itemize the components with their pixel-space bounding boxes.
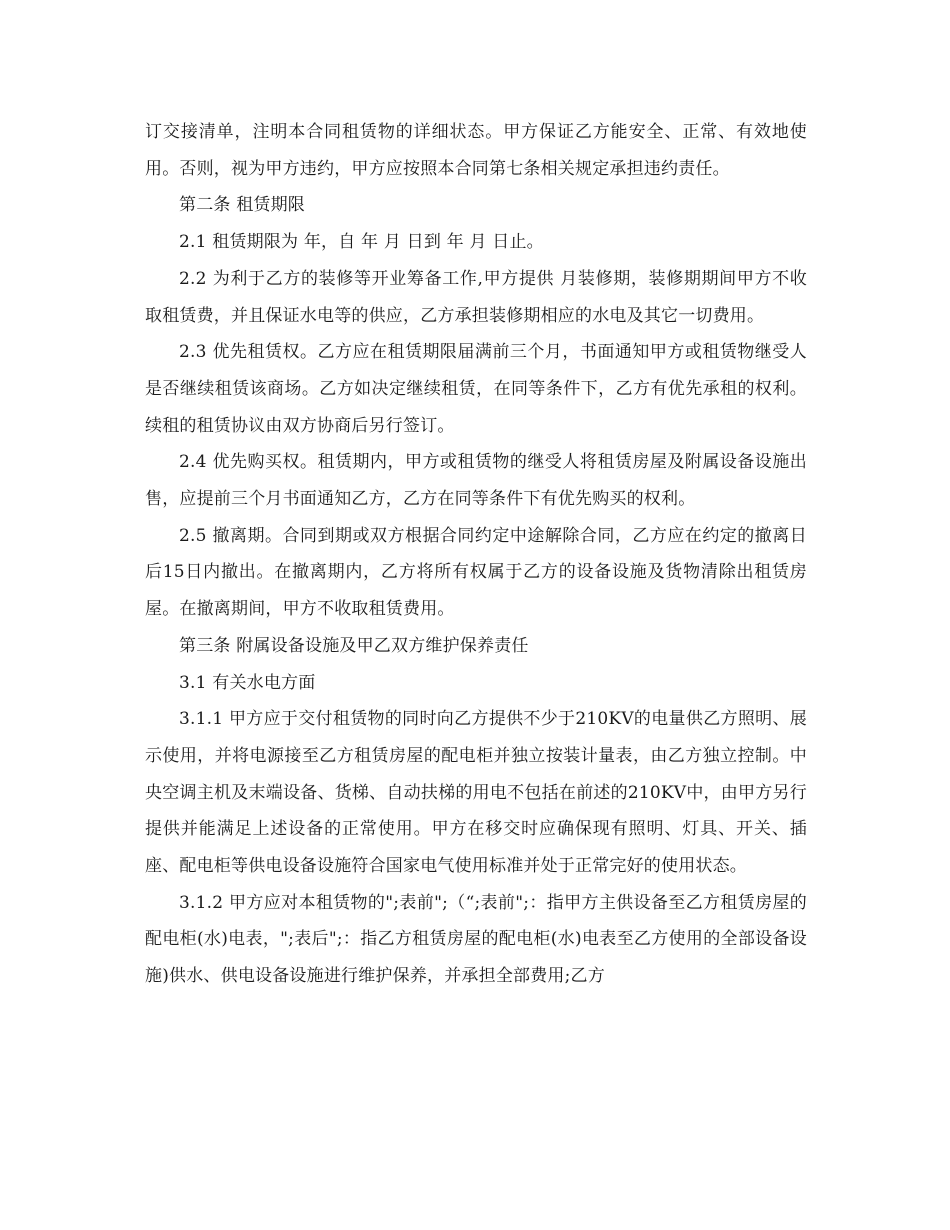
- paragraph-handover-continuation: 订交接清单，注明本合同租赁物的详细状态。甲方保证乙方能安全、正常、有效地使用。否则，视为甲方违约，甲方应按照本合同第七条相关规定承担违约责任。: [145, 122, 807, 179]
- document-body: [145, 114, 807, 995]
- clause-2-4-priority-purchase-right: 2.4 优先购买权。租赁期内，甲方或租赁物的继受人将租赁房屋及附属设备设施出售，应提前三个月书面通知乙方，乙方在同等条件下有优先购买的权利。: [145, 452, 807, 510]
- clause-2-3-priority-lease-right: 2.3 优先租赁权。乙方应在租赁期限届满前三个月，书面通知甲方或租赁物继受人是否继续租赁该商场。乙方如决定继续租赁，在同等条件下，乙方有优先承租的权利。续租的租赁协议由双方协商后另行签订。: [145, 342, 807, 436]
- clause-3-1-1-power-supply: 3.1.1 甲方应于交付租赁物的同时向乙方提供不少于210KV的电量供乙方照明、展示使用，并将电源接至乙方租赁房屋的配电柜并独立按装计量表，由乙方独立控制。中央空调主机及末端设备、货梯、自动扶梯的用电不包括在前述的210KV中，由甲方另行提供并能满足上述设备的正常使用。甲方在移交时应确保现有照明、灯具、开关、插座、配电柜等供电设备设施符合国家电气使用标准并处于正常完好的使用状态。: [145, 709, 807, 877]
- clause-2-2-renovation-period: 2.2 为利于乙方的装修等开业筹备工作,甲方提供 月装修期，装修期期间甲方不收取租赁费，并且保证水电等的供应，乙方承担装修期相应的水电及其它一切费用。: [145, 268, 807, 326]
- clause-2-1-lease-period: 2.1 租赁期限为 年，自 年 月 日到 年 月 日止。: [179, 232, 544, 253]
- heading-article-2-lease-term: 第二条 租赁期限: [179, 195, 306, 216]
- clause-2-5-withdrawal-period: 2.5 撤离期。合同到期或双方根据合同约定中途解除合同，乙方应在约定的撤离日后15日内撤出。在撤离期内，乙方将所有权属于乙方的设备设施及货物清除出租赁房屋。在撤离期间，甲方不收取租赁费用。: [145, 525, 807, 620]
- heading-article-3-facilities: 第三条 附属设备设施及甲乙双方维护保养责任: [179, 635, 529, 656]
- clause-3-1-2-maintenance: 3.1.2 甲方应对本租赁物的";表前";（“;表前";：指甲方主供设备至乙方租赁房屋的配电柜(水)电表，";表后";：指乙方租赁房屋的配电柜(水)电表至乙方使用的全部设备设施)供水、供电设备设施进行维护保养，并承担全部费用;乙方: [145, 892, 807, 987]
- clause-3-1-utilities: 3.1 有关水电方面: [179, 672, 316, 693]
